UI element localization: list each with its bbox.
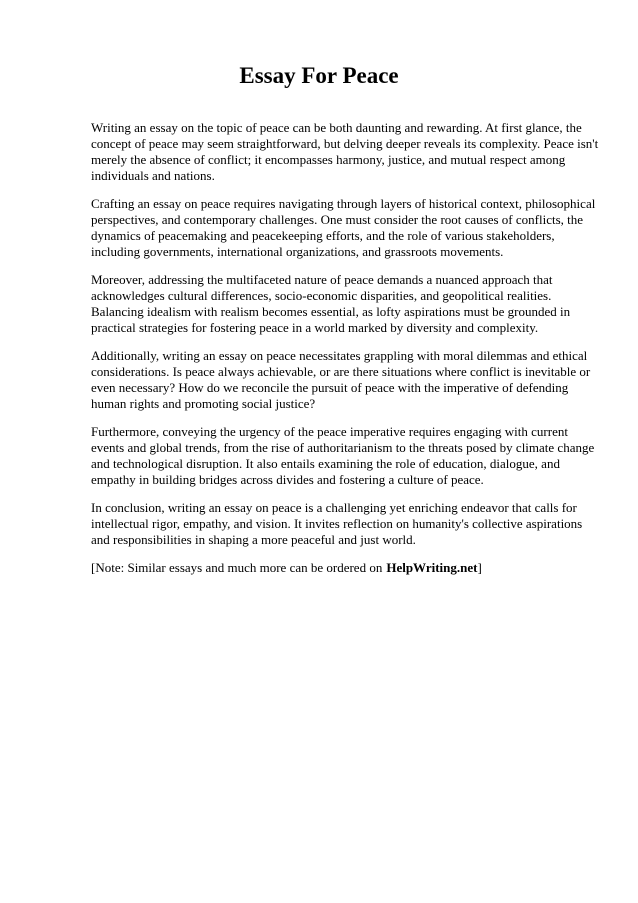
paragraph-3: Moreover, addressing the multifaceted nature of peace demands a nuanced approach that acknowledges cultural differences, socio-economic disparities, and geopolitical realities. Balancing idealism with realism becomes essential, as lofty aspirations must be grounded in practical strategies for fostering peace in a world marked by diversity and complexity. [91,272,571,335]
page-title: Essay For Peace [239,63,399,88]
paragraph-6: In conclusion, writing an essay on peace is a challenging yet enriching endeavor that calls for intellectual rigor, empathy, and vision. It invites reflection on humanity's collective aspirations and responsibilities in shaping a more peaceful and just world. [91,500,583,547]
paragraph-1: Writing an essay on the topic of peace can be both daunting and rewarding. At first glance, the concept of peace may seem straightforward, but delving deeper reveals its complexity. Peace isn't merely the absence of conflict; it encompasses harmony, justice, and mutual respect among individuals and nations. [91,120,599,183]
note-suffix: ] [477,560,482,575]
paragraph-2: Crafting an essay on peace requires navigating through layers of historical context, philosophical perspectives, and contemporary challenges. One must consider the root causes of conflicts, the dynamics of peacemaking and peacekeeping efforts, and the role of various stakeholders, including governments, international organizations, and grassroots movements. [91,196,596,259]
order-note [91,560,601,576]
essay-body [91,120,601,588]
note-prefix: [Note: Similar essays and much more can be ordered on [91,560,383,575]
paragraph-5: Furthermore, conveying the urgency of the peace imperative requires engaging with current events and global trends, from the rise of authoritarianism to the threats posed by climate change and technological disruption. It also entails examining the role of education, dialogue, and empathy in building bridges across divides and fostering a culture of peace. [91,424,595,487]
paragraph-4: Additionally, writing an essay on peace necessitates grappling with moral dilemmas and ethical considerations. Is peace always achievable, or are there situations where conflict is inevitable or even necessary? How do we reconcile the pursuit of peace with the imperative of defending human rights and promoting social justice? [91,348,591,411]
helpwriting-link[interactable]: HelpWriting.net [386,560,478,575]
